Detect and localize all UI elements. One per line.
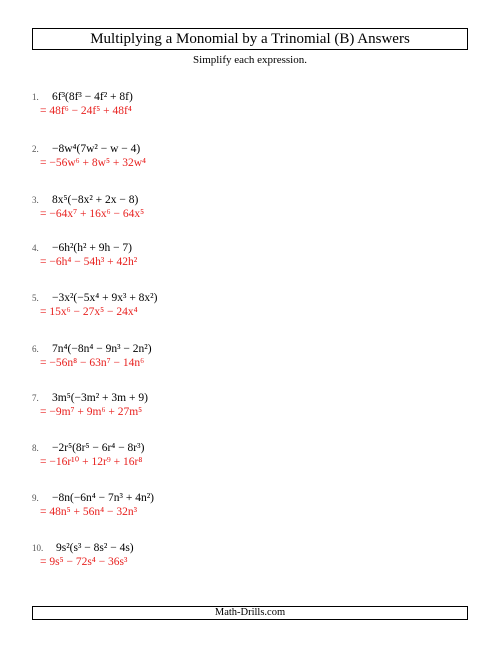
worksheet-title: Multiplying a Monomial by a Trinomial (B) Answers xyxy=(32,28,468,50)
problem-question: −2r⁵(8r⁵ − 6r⁴ − 8r³) xyxy=(52,442,145,454)
problem-8 xyxy=(32,441,472,469)
footer-site-name: Math-Drills.com xyxy=(32,606,468,620)
problem-3 xyxy=(32,193,472,221)
problem-number: 8. xyxy=(32,443,39,453)
problem-7 xyxy=(32,391,472,419)
problem-number: 2. xyxy=(32,144,39,154)
problem-answer: = −9m⁷ + 9m⁶ + 27m⁵ xyxy=(40,406,143,418)
problem-9 xyxy=(32,491,472,519)
problem-10 xyxy=(32,541,472,569)
problem-answer: = 15x⁶ − 27x⁵ − 24x⁴ xyxy=(40,306,138,318)
problem-question: −8n(−6n⁴ − 7n³ + 4n²) xyxy=(52,492,155,504)
problem-answer: = −6h⁴ − 54h³ + 42h² xyxy=(40,256,138,268)
problem-question: 7n⁴(−8n⁴ − 9n³ − 2n²) xyxy=(52,343,152,355)
problem-1 xyxy=(32,90,472,118)
problem-answer: = 48n⁵ + 56n⁴ − 32n³ xyxy=(40,506,138,518)
problem-number: 5. xyxy=(32,293,39,303)
problem-answer: = 48f⁶ − 24f⁵ + 48f⁴ xyxy=(40,105,132,117)
problem-answer: = −56w⁶ + 8w⁵ + 32w⁴ xyxy=(40,157,147,169)
problem-question: 8x⁵(−8x² + 2x − 8) xyxy=(52,194,139,206)
problem-number: 3. xyxy=(32,195,39,205)
problem-question: −8w⁴(7w² − w − 4) xyxy=(52,143,141,155)
problem-number: 6. xyxy=(32,344,39,354)
problem-question: 6f³(8f³ − 4f² + 8f) xyxy=(52,91,133,103)
problem-number: 4. xyxy=(32,243,39,253)
problem-question: 9s²(s³ − 8s² − 4s) xyxy=(56,542,134,554)
problem-4 xyxy=(32,241,472,269)
problem-answer: = −16r¹⁰ + 12r⁹ + 16r⁸ xyxy=(40,456,143,468)
problem-answer: = −64x⁷ + 16x⁶ − 64x⁵ xyxy=(40,208,145,220)
problem-number: 1. xyxy=(32,92,39,102)
problem-question: 3m⁵(−3m² + 3m + 9) xyxy=(52,392,148,404)
problem-answer: = 9s⁵ − 72s⁴ − 36s³ xyxy=(40,556,128,568)
problem-number: 10. xyxy=(32,543,44,553)
problem-5 xyxy=(32,291,472,319)
problem-answer: = −56n⁸ − 63n⁷ − 14n⁶ xyxy=(40,357,145,369)
problem-question: −3x²(−5x⁴ + 9x³ + 8x²) xyxy=(52,292,158,304)
problem-2 xyxy=(32,142,472,170)
problem-question: −6h²(h² + 9h − 7) xyxy=(52,242,133,254)
problem-number: 7. xyxy=(32,393,39,403)
problem-number: 9. xyxy=(32,493,39,503)
problem-6 xyxy=(32,342,472,370)
instructions: Simplify each expression. xyxy=(193,54,307,66)
